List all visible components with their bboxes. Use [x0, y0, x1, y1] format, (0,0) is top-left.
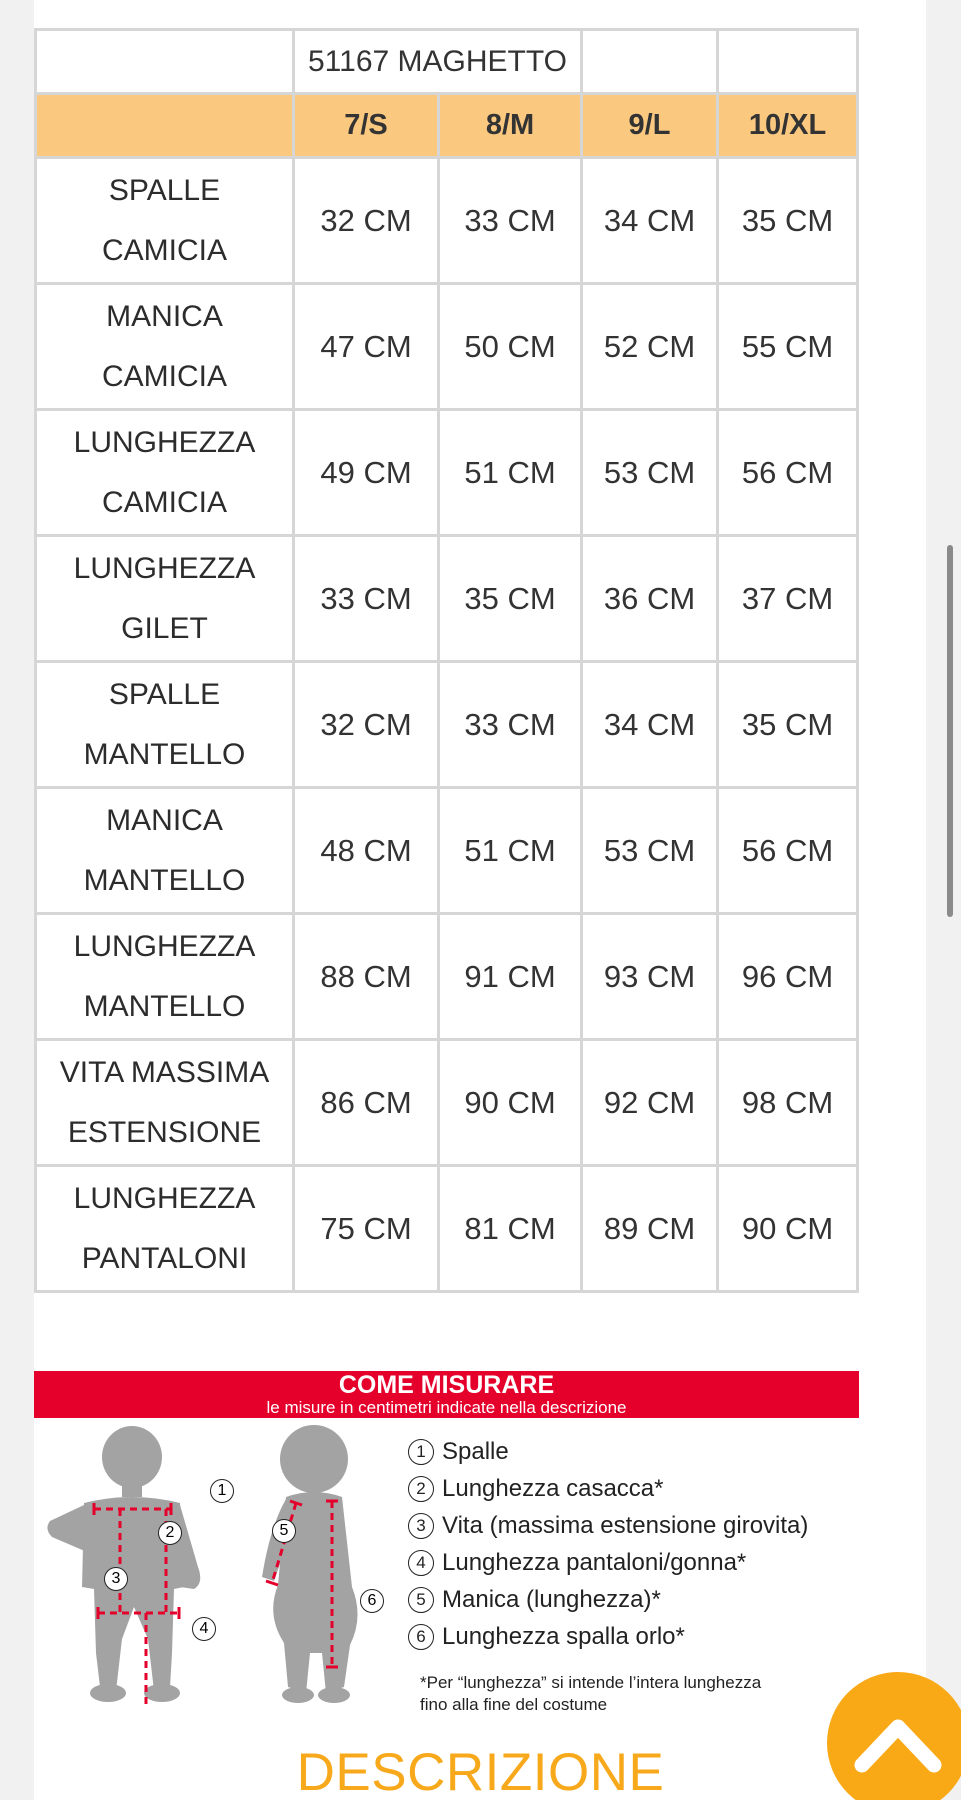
legend-text: Lunghezza casacca*: [442, 1474, 664, 1502]
measurement-cell: 90 CM: [718, 1166, 858, 1292]
legend-item: [408, 1507, 868, 1544]
measurement-cell: 93 CM: [582, 914, 718, 1040]
description-title: DESCRIZIONE: [296, 1743, 665, 1800]
row-label: [36, 536, 294, 662]
marker-6: [360, 1589, 384, 1613]
size-header-row: [36, 94, 858, 158]
row-label: [36, 1040, 294, 1166]
measurement-cell: 48 CM: [294, 788, 439, 914]
legend-item: [408, 1618, 868, 1655]
length-footnote: *Per “lunghezza” si intende l’intera lunghezza fino alla fine del costume: [420, 1673, 762, 1714]
table-row: [36, 788, 858, 914]
measurement-legend: [408, 1433, 868, 1655]
model-row: [36, 30, 858, 94]
row-label-line: MANTELLO: [83, 989, 246, 1023]
measurement-cell: 89 CM: [582, 1166, 718, 1292]
row-label-line: LUNGHEZZA: [73, 551, 256, 585]
row-label-line: VITA MASSIMA: [59, 1055, 270, 1089]
legend-text: Spalle: [442, 1437, 509, 1465]
row-label-line: CAMICIA: [101, 359, 227, 393]
marker-4: [192, 1617, 216, 1641]
size-header: 8/M: [439, 94, 582, 158]
legend-number: 6: [408, 1624, 434, 1650]
child-side-figure-icon: [214, 1417, 414, 1707]
measurement-cell: 32 CM: [294, 158, 439, 284]
measurement-cell: 35 CM: [718, 662, 858, 788]
marker-5-label: 5: [272, 1519, 296, 1543]
measurement-cell: 55 CM: [718, 284, 858, 410]
marker-3: [104, 1567, 128, 1591]
measurement-cell: 98 CM: [718, 1040, 858, 1166]
legend-number: 5: [408, 1587, 434, 1613]
row-label-line: CAMICIA: [101, 233, 227, 267]
table-row: [36, 284, 858, 410]
marker-3-label: 3: [104, 1567, 128, 1591]
how-to-measure-banner: [34, 1371, 859, 1418]
measurement-cell: 91 CM: [439, 914, 582, 1040]
row-label-line: MANTELLO: [83, 737, 246, 771]
row-label: [36, 914, 294, 1040]
measurement-cell: 88 CM: [294, 914, 439, 1040]
measurement-cell: 50 CM: [439, 284, 582, 410]
row-label-line: ESTENSIONE: [67, 1115, 262, 1149]
legend-item: [408, 1433, 868, 1470]
row-label: [36, 158, 294, 284]
measurement-cell: 53 CM: [582, 788, 718, 914]
row-label-line: LUNGHEZZA: [73, 1181, 256, 1215]
measurement-cell: 37 CM: [718, 536, 858, 662]
measurement-cell: 51 CM: [439, 410, 582, 536]
model-name: 51167 MAGHETTO: [294, 30, 582, 94]
legend-text: Manica (lunghezza)*: [442, 1585, 661, 1613]
marker-4-label: 4: [192, 1617, 216, 1641]
row-label: [36, 662, 294, 788]
empty-cell: [36, 30, 294, 94]
row-label: [36, 1166, 294, 1292]
measurement-cell: 81 CM: [439, 1166, 582, 1292]
table-row: [36, 1040, 858, 1166]
measurement-cell: 51 CM: [439, 788, 582, 914]
measurement-cell: 86 CM: [294, 1040, 439, 1166]
measurement-cell: 35 CM: [439, 536, 582, 662]
row-label-line: CAMICIA: [101, 485, 227, 519]
measurement-cell: 47 CM: [294, 284, 439, 410]
marker-1: [210, 1479, 234, 1503]
table-row: [36, 158, 858, 284]
measurement-cell: 33 CM: [294, 536, 439, 662]
measurement-cell: 75 CM: [294, 1166, 439, 1292]
measurement-cell: 33 CM: [439, 662, 582, 788]
row-label-line: GILET: [121, 611, 208, 645]
empty-cell: [582, 30, 718, 94]
how-to-measure-title: COME MISURARE: [338, 1371, 555, 1399]
table-row: [36, 536, 858, 662]
measurement-cell: 34 CM: [582, 158, 718, 284]
size-chart-table: [34, 28, 859, 1293]
legend-text: Lunghezza pantaloni/gonna*: [442, 1548, 747, 1576]
row-label-line: LUNGHEZZA: [73, 425, 256, 459]
row-label-line: MANICA: [106, 299, 223, 333]
measurement-rows: [36, 158, 858, 1292]
row-label-line: SPALLE: [108, 677, 221, 711]
size-header: 9/L: [582, 94, 718, 158]
size-header: 10/XL: [718, 94, 858, 158]
row-label-line: SPALLE: [108, 173, 221, 207]
marker-2: [158, 1521, 182, 1545]
child-front-figure-icon: [34, 1417, 214, 1707]
measurement-cell: 36 CM: [582, 536, 718, 662]
marker-5: [272, 1519, 296, 1543]
measurement-cell: 92 CM: [582, 1040, 718, 1166]
row-label-line: PANTALONI: [81, 1241, 248, 1275]
marker-1-label: 1: [210, 1479, 234, 1503]
measurement-cell: 34 CM: [582, 662, 718, 788]
scrollbar-thumb[interactable]: [947, 545, 953, 917]
chevron-up-icon: [852, 1713, 944, 1773]
measurement-cell: 56 CM: [718, 410, 858, 536]
legend-item: [408, 1581, 868, 1618]
marker-6-label: 6: [360, 1589, 384, 1613]
legend-text: Vita (massima estensione girovita): [442, 1511, 809, 1539]
measurement-cell: 56 CM: [718, 788, 858, 914]
legend-number: 3: [408, 1513, 434, 1539]
table-row: [36, 914, 858, 1040]
table-row: [36, 662, 858, 788]
legend-number: 1: [408, 1439, 434, 1465]
legend-item: [408, 1470, 868, 1507]
legend-number: 4: [408, 1550, 434, 1576]
measurement-cell: 35 CM: [718, 158, 858, 284]
measurement-cell: 52 CM: [582, 284, 718, 410]
row-label: [36, 284, 294, 410]
measurement-cell: 32 CM: [294, 662, 439, 788]
legend-item: [408, 1544, 868, 1581]
how-to-measure-section: [34, 1371, 859, 1714]
row-label-line: MANTELLO: [83, 863, 246, 897]
marker-2-label: 2: [158, 1521, 182, 1545]
legend-number: 2: [408, 1476, 434, 1502]
empty-cell: [36, 94, 294, 158]
measurement-cell: 96 CM: [718, 914, 858, 1040]
row-label-line: MANICA: [106, 803, 223, 837]
measurement-cell: 90 CM: [439, 1040, 582, 1166]
table-row: [36, 1166, 858, 1292]
measurement-cell: 33 CM: [439, 158, 582, 284]
table-row: [36, 410, 858, 536]
empty-cell: [718, 30, 858, 94]
measurement-cell: 49 CM: [294, 410, 439, 536]
measurement-cell: 53 CM: [582, 410, 718, 536]
legend-text: Lunghezza spalla orlo*: [442, 1622, 685, 1650]
row-label-line: LUNGHEZZA: [73, 929, 256, 963]
row-label: [36, 410, 294, 536]
row-label: [36, 788, 294, 914]
how-to-measure-subtitle: le misure in centimetri indicate nella descrizione: [266, 1398, 627, 1417]
size-header: 7/S: [294, 94, 439, 158]
